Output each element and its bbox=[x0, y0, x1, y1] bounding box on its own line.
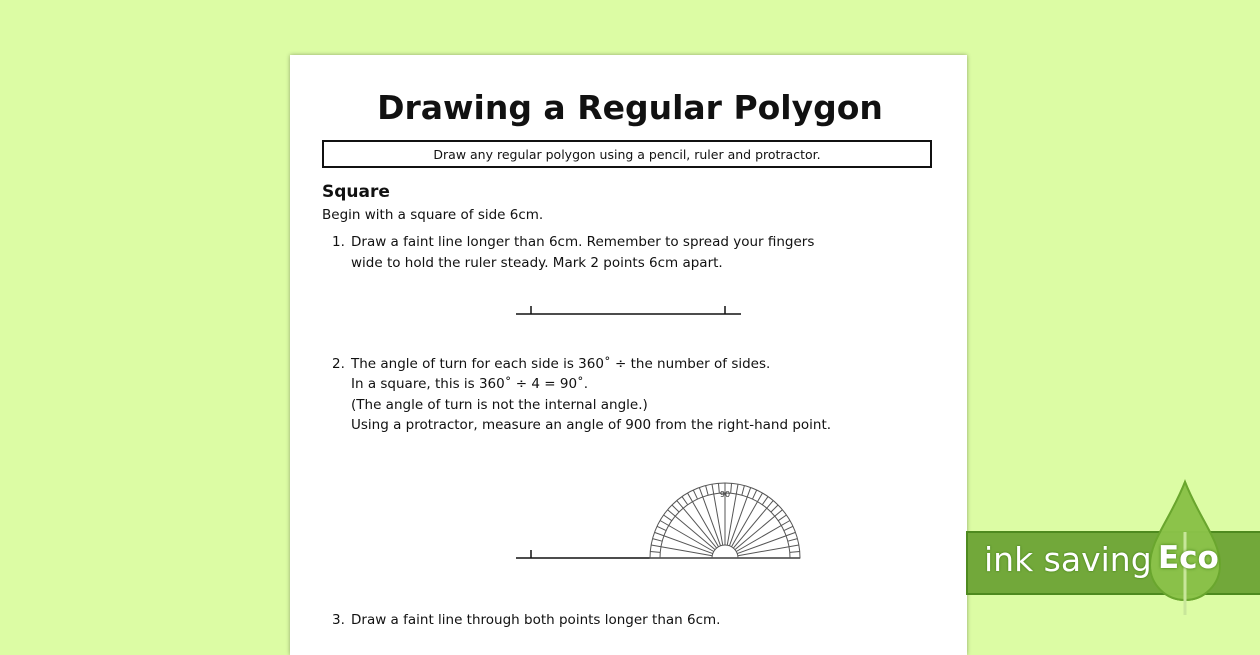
intro-text: Begin with a square of side 6cm. bbox=[322, 207, 544, 223]
page-title: Drawing a Regular Polygon bbox=[377, 88, 883, 127]
step-number: 3. bbox=[332, 612, 345, 628]
step-text: Using a protractor, measure an angle of 900 from the right-hand point. bbox=[351, 417, 832, 433]
section-heading: Square bbox=[322, 182, 390, 202]
step-text: wide to hold the ruler steady. Mark 2 points 6cm apart. bbox=[351, 255, 723, 271]
step-text: In a square, this is 360˚ ÷ 4 = 90˚. bbox=[351, 376, 589, 392]
step-text: Draw a faint line through both points longer than 6cm. bbox=[351, 612, 721, 628]
step-number: 2. bbox=[332, 356, 345, 372]
step-text: Draw a faint line longer than 6cm. Remember to spread your fingers bbox=[351, 234, 815, 250]
eco-badge-text: ink saving bbox=[984, 540, 1152, 579]
step-text: The angle of turn for each side is 360˚ ÷ the number of sides. bbox=[351, 356, 771, 372]
step-text: (The angle of turn is not the internal angle.) bbox=[351, 397, 648, 413]
step-number: 1. bbox=[332, 234, 345, 250]
protractor-label: 90 bbox=[719, 490, 731, 499]
instruction-box: Draw any regular polygon using a pencil, ruler and protractor. bbox=[322, 140, 932, 168]
eco-badge-word: Eco bbox=[1158, 540, 1219, 576]
